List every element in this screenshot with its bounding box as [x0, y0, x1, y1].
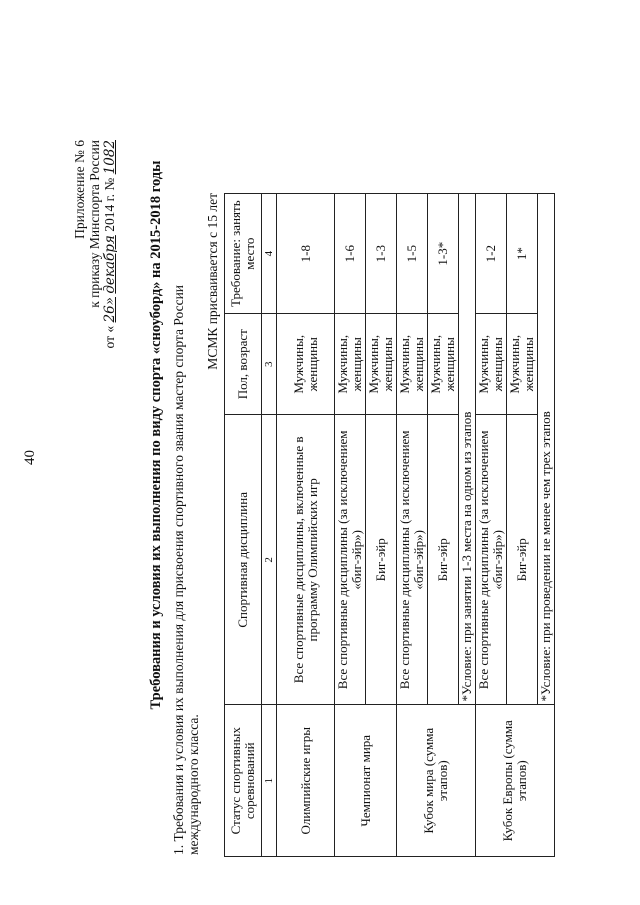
- discipline-cell: Все спортивные дисциплины, включенные в программу Олимпийских игр: [277, 415, 335, 705]
- column-number: 1: [262, 705, 277, 857]
- page-number: 40: [22, 450, 38, 465]
- column-number-row: [262, 194, 277, 857]
- header-discipline: Спортивная дисциплина: [225, 415, 262, 705]
- table-header-row: [225, 194, 262, 857]
- discipline-cell: Биг-эйр: [366, 415, 397, 705]
- condition-note: *Условие: при занятии 1-3 места на одном из этапов: [459, 194, 476, 705]
- discipline-cell: Все спортивные дисциплины (за исключением «биг-эйр»): [397, 415, 428, 705]
- sex-age-cell: Мужчины, женщины: [335, 314, 366, 415]
- handwritten-number: 1082: [102, 140, 118, 175]
- table-row: [476, 194, 507, 857]
- place-cell: 1*: [507, 194, 538, 314]
- sex-age-cell: Мужчины, женщины: [397, 314, 428, 415]
- column-number: 2: [262, 415, 277, 705]
- document-title: Требования и условия их выполнения по виду спорта «сноуборд» на 2015-2018 годы: [148, 160, 164, 710]
- discipline-cell: Биг-эйр: [428, 415, 459, 705]
- sex-age-cell: Мужчины, женщины: [366, 314, 397, 415]
- discipline-cell: Все спортивные дисциплины (за исключением «биг-эйр»): [335, 415, 366, 705]
- status-cell: Кубок мира (сумма этапов): [397, 705, 476, 857]
- discipline-cell: Биг-эйр: [507, 415, 538, 705]
- handwritten-month: декабря: [102, 235, 118, 294]
- status-cell: Олимпийские игры: [277, 705, 335, 857]
- header-status: Статус спортивных соревнований: [225, 705, 262, 857]
- condition-note: *Условие: при проведении не менее чем трех этапов: [538, 194, 555, 705]
- header-sex-age: Пол, возраст: [225, 314, 262, 415]
- place-cell: 1-8: [277, 194, 335, 314]
- place-cell: 1-6: [335, 194, 366, 314]
- sex-age-cell: Мужчины, женщины: [428, 314, 459, 415]
- appendix-block: [72, 140, 118, 400]
- column-number: 4: [262, 194, 277, 314]
- sex-age-cell: Мужчины, женщины: [277, 314, 335, 415]
- section-intro: 1. Требования и условия их выполнения для присвоения спортивного звания мастер спорта России международного класса.: [171, 284, 201, 855]
- column-number: 3: [262, 314, 277, 415]
- place-cell: 1-3*: [428, 194, 459, 314]
- appendix-order: к приказу Минспорта России: [87, 140, 102, 308]
- appendix-title: Приложение № 6: [72, 140, 87, 239]
- table-row: [277, 194, 335, 857]
- sex-age-cell: Мужчины, женщины: [507, 314, 538, 415]
- header-requirement: Требование: занять место: [225, 194, 262, 314]
- age-note: МСМК присваивается с 15 лет: [205, 193, 220, 370]
- handwritten-date: 26»: [102, 297, 118, 323]
- status-cell: Кубок Европы (сумма этапов): [476, 705, 555, 857]
- discipline-cell: Все спортивные дисциплины (за исключением «биг-эйр»): [476, 415, 507, 705]
- table-row: [397, 194, 428, 857]
- place-cell: 1-2: [476, 194, 507, 314]
- table-row: [335, 194, 366, 857]
- appendix-date-line: от « 26» декабря 2014 г. № 1082: [102, 140, 118, 349]
- requirements-table: [224, 193, 555, 857]
- status-cell: Чемпионат мира: [335, 705, 397, 857]
- place-cell: 1-3: [366, 194, 397, 314]
- place-cell: 1-5: [397, 194, 428, 314]
- sex-age-cell: Мужчины, женщины: [476, 314, 507, 415]
